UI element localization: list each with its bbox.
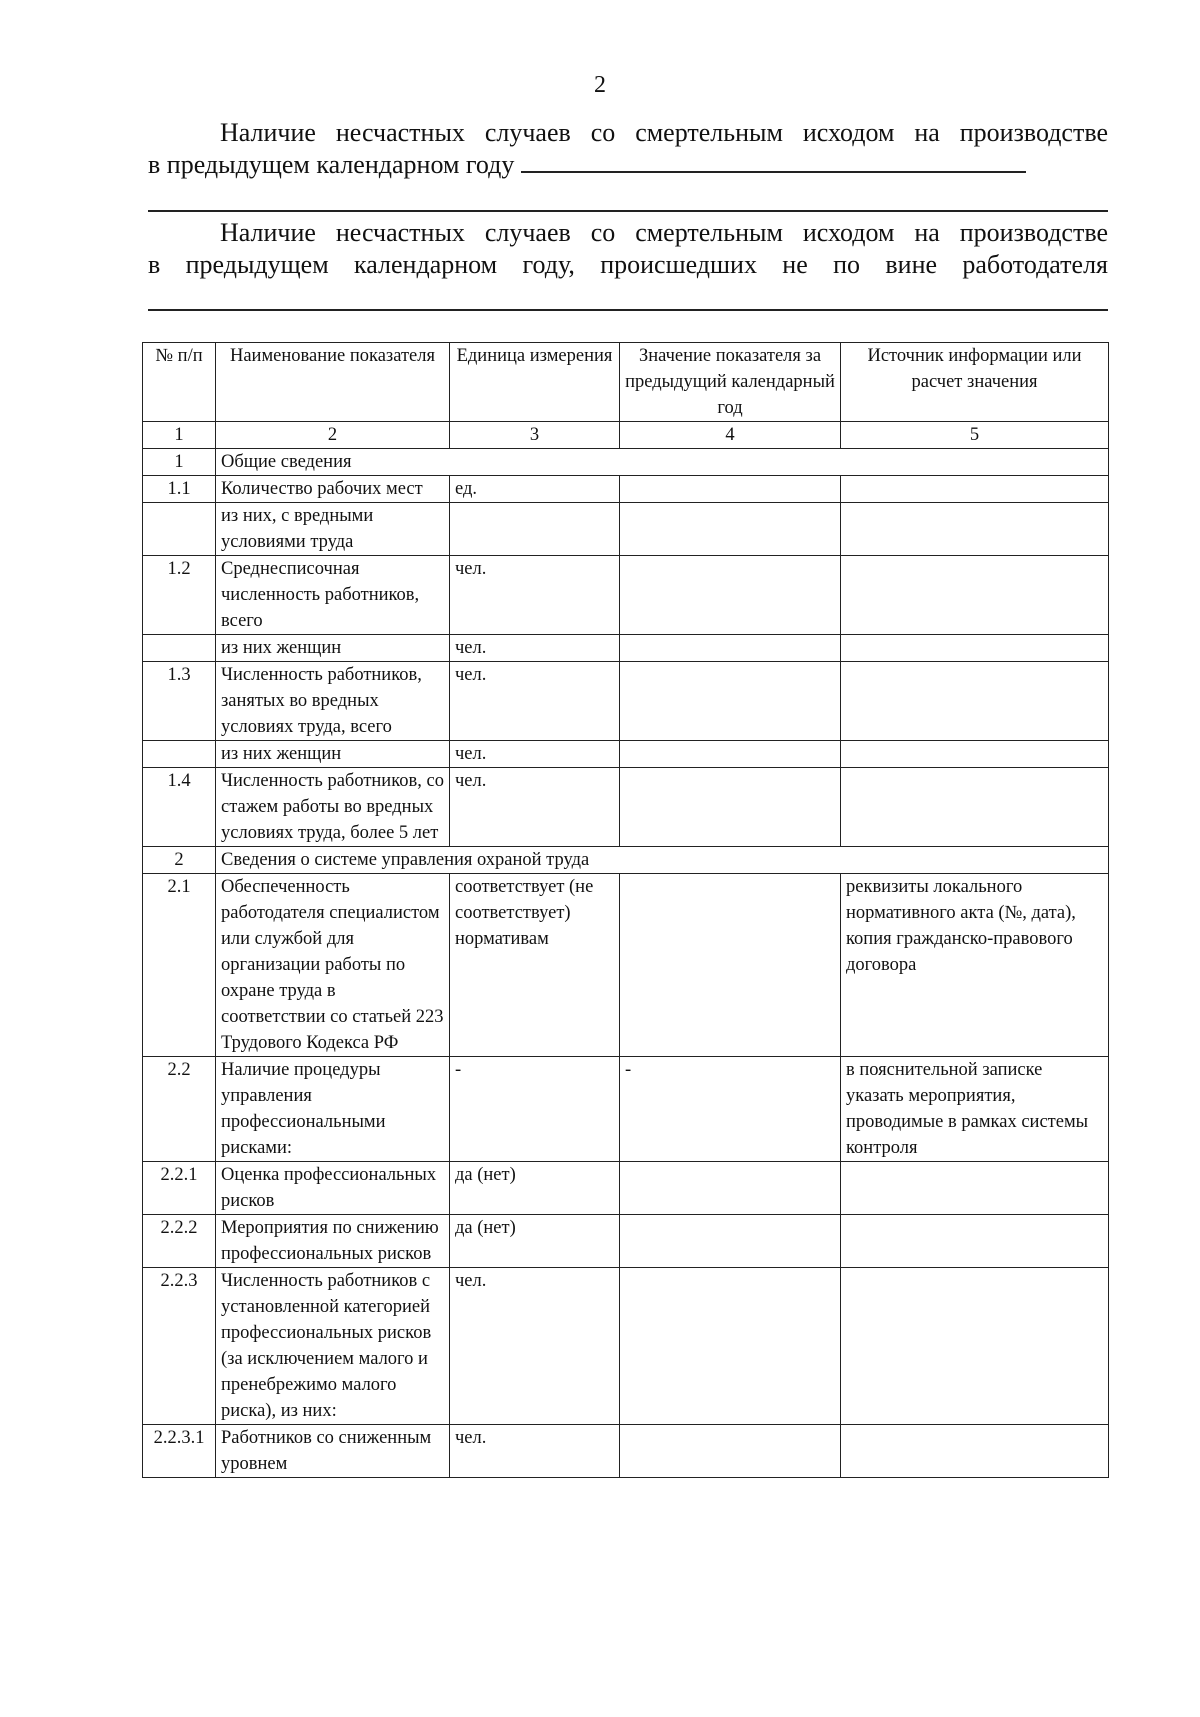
column-number: 3 [450, 422, 620, 449]
source-cell[interactable] [841, 556, 1109, 635]
value-cell[interactable] [620, 768, 841, 847]
section-row [143, 449, 1109, 476]
value-cell[interactable] [620, 1215, 841, 1268]
source-cell[interactable] [841, 503, 1109, 556]
unit-cell: ед. [450, 476, 620, 503]
section-title: Сведения о системе управления охраной труда [216, 847, 1109, 874]
header-source: Источник информации или расчет значения [841, 343, 1109, 422]
paragraph-line [148, 117, 1108, 149]
unit-cell: да (нет) [450, 1215, 620, 1268]
unit-cell: чел. [450, 556, 620, 635]
value-cell[interactable] [620, 662, 841, 741]
column-numbers-row [143, 422, 1109, 449]
header-indicator-name: Наименование показателя [216, 343, 450, 422]
row-number: 2.2.2 [143, 1215, 216, 1268]
row-number [143, 635, 216, 662]
fill-in-line[interactable] [148, 210, 1108, 212]
unit-cell: да (нет) [450, 1162, 620, 1215]
value-cell[interactable] [620, 1425, 841, 1478]
indicator-name: Численность работников, со стажем работы во вредных условиях труда, более 5 лет [216, 768, 450, 847]
table-header-row [143, 343, 1109, 422]
source-cell: в пояснительной записке указать мероприятия, проводимые в рамках системы контроля [841, 1057, 1109, 1162]
table-row [143, 635, 1109, 662]
unit-cell: соответствует (не соответствует) нормативам [450, 874, 620, 1057]
source-cell[interactable] [841, 635, 1109, 662]
table-row [143, 1215, 1109, 1268]
row-number [143, 503, 216, 556]
column-number: 1 [143, 422, 216, 449]
indicator-name: Оценка профессиональных рисков [216, 1162, 450, 1215]
indicator-name: Численность работников, занятых во вредных условиях труда, всего [216, 662, 450, 741]
indicator-name: Работников со сниженным уровнем [216, 1425, 450, 1478]
source-cell[interactable] [841, 1268, 1109, 1425]
unit-cell: чел. [450, 741, 620, 768]
paragraph-fatal-accidents [148, 117, 1108, 181]
indicator-name: Обеспеченность работодателя специалистом или службой для организации работы по охране труда в соответствии со статьей 223 Трудового Кодекса РФ [216, 874, 450, 1057]
column-number: 4 [620, 422, 841, 449]
section-title: Общие сведения [216, 449, 1109, 476]
indicator-name: из них женщин [216, 741, 450, 768]
paragraph-fatal-accidents-not-employer-fault [148, 217, 1108, 281]
indicator-name: Наличие процедуры управления профессиональными рисками: [216, 1057, 450, 1162]
unit-cell: чел. [450, 635, 620, 662]
value-cell[interactable] [620, 741, 841, 768]
unit-cell: чел. [450, 1268, 620, 1425]
table-row [143, 1057, 1109, 1162]
unit-cell: - [450, 1057, 620, 1162]
source-cell[interactable] [841, 1215, 1109, 1268]
paragraph-line [148, 217, 1108, 249]
row-number: 2 [143, 847, 216, 874]
page-number: 2 [594, 72, 606, 98]
indicator-name: Численность работников с установленной категорией профессиональных рисков (за исключением малого и пренебрежимо малого риска), из них: [216, 1268, 450, 1425]
row-number: 2.2 [143, 1057, 216, 1162]
indicator-name: Мероприятия по снижению профессиональных рисков [216, 1215, 450, 1268]
row-number: 2.1 [143, 874, 216, 1057]
header-number: № п/п [143, 343, 216, 422]
fill-in-line[interactable] [148, 309, 1108, 311]
indicator-name: из них женщин [216, 635, 450, 662]
paragraph-text: Наличие несчастных случаев со смертельным исходом на производстве [220, 218, 1108, 247]
row-number: 1.2 [143, 556, 216, 635]
paragraph-text: Наличие несчастных случаев со смертельным исходом на производстве [220, 118, 1108, 147]
table-row [143, 476, 1109, 503]
unit-cell: чел. [450, 662, 620, 741]
paragraph-text: в предыдущем календарном году [148, 150, 515, 179]
source-cell[interactable] [841, 1162, 1109, 1215]
indicators-table [142, 342, 1109, 1478]
source-cell: реквизиты локального нормативного акта (№, дата), копия гражданско-правового договора [841, 874, 1109, 1057]
source-cell[interactable] [841, 662, 1109, 741]
unit-cell: чел. [450, 768, 620, 847]
value-cell: - [620, 1057, 841, 1162]
table-row [143, 874, 1109, 1057]
table-row [143, 503, 1109, 556]
indicator-name: Количество рабочих мест [216, 476, 450, 503]
source-cell[interactable] [841, 741, 1109, 768]
paragraph-text: в предыдущем календарном году, происшедших не по вине работодателя [148, 250, 1108, 279]
table-row [143, 662, 1109, 741]
value-cell[interactable] [620, 556, 841, 635]
indicator-name: Среднесписочная численность работников, всего [216, 556, 450, 635]
source-cell[interactable] [841, 768, 1109, 847]
row-number: 1 [143, 449, 216, 476]
table-row [143, 1268, 1109, 1425]
value-cell[interactable] [620, 874, 841, 1057]
value-cell[interactable] [620, 476, 841, 503]
value-cell[interactable] [620, 1162, 841, 1215]
value-cell[interactable] [620, 635, 841, 662]
indicator-name: из них, с вредными условиями труда [216, 503, 450, 556]
table-row [143, 556, 1109, 635]
row-number: 1.3 [143, 662, 216, 741]
row-number: 2.2.1 [143, 1162, 216, 1215]
row-number: 1.1 [143, 476, 216, 503]
header-value: Значение показателя за предыдущий календарный год [620, 343, 841, 422]
header-unit: Единица измерения [450, 343, 620, 422]
column-number: 2 [216, 422, 450, 449]
table-row [143, 768, 1109, 847]
row-number: 2.2.3.1 [143, 1425, 216, 1478]
value-cell[interactable] [620, 1268, 841, 1425]
row-number: 2.2.3 [143, 1268, 216, 1425]
row-number: 1.4 [143, 768, 216, 847]
table-row [143, 1162, 1109, 1215]
column-number: 5 [841, 422, 1109, 449]
section-row [143, 847, 1109, 874]
fill-in-line[interactable] [521, 171, 1026, 173]
unit-cell: чел. [450, 1425, 620, 1478]
source-cell[interactable] [841, 476, 1109, 503]
row-number [143, 741, 216, 768]
value-cell[interactable] [620, 503, 841, 556]
table-row [143, 741, 1109, 768]
unit-cell [450, 503, 620, 556]
source-cell[interactable] [841, 1425, 1109, 1478]
table-row [143, 1425, 1109, 1478]
